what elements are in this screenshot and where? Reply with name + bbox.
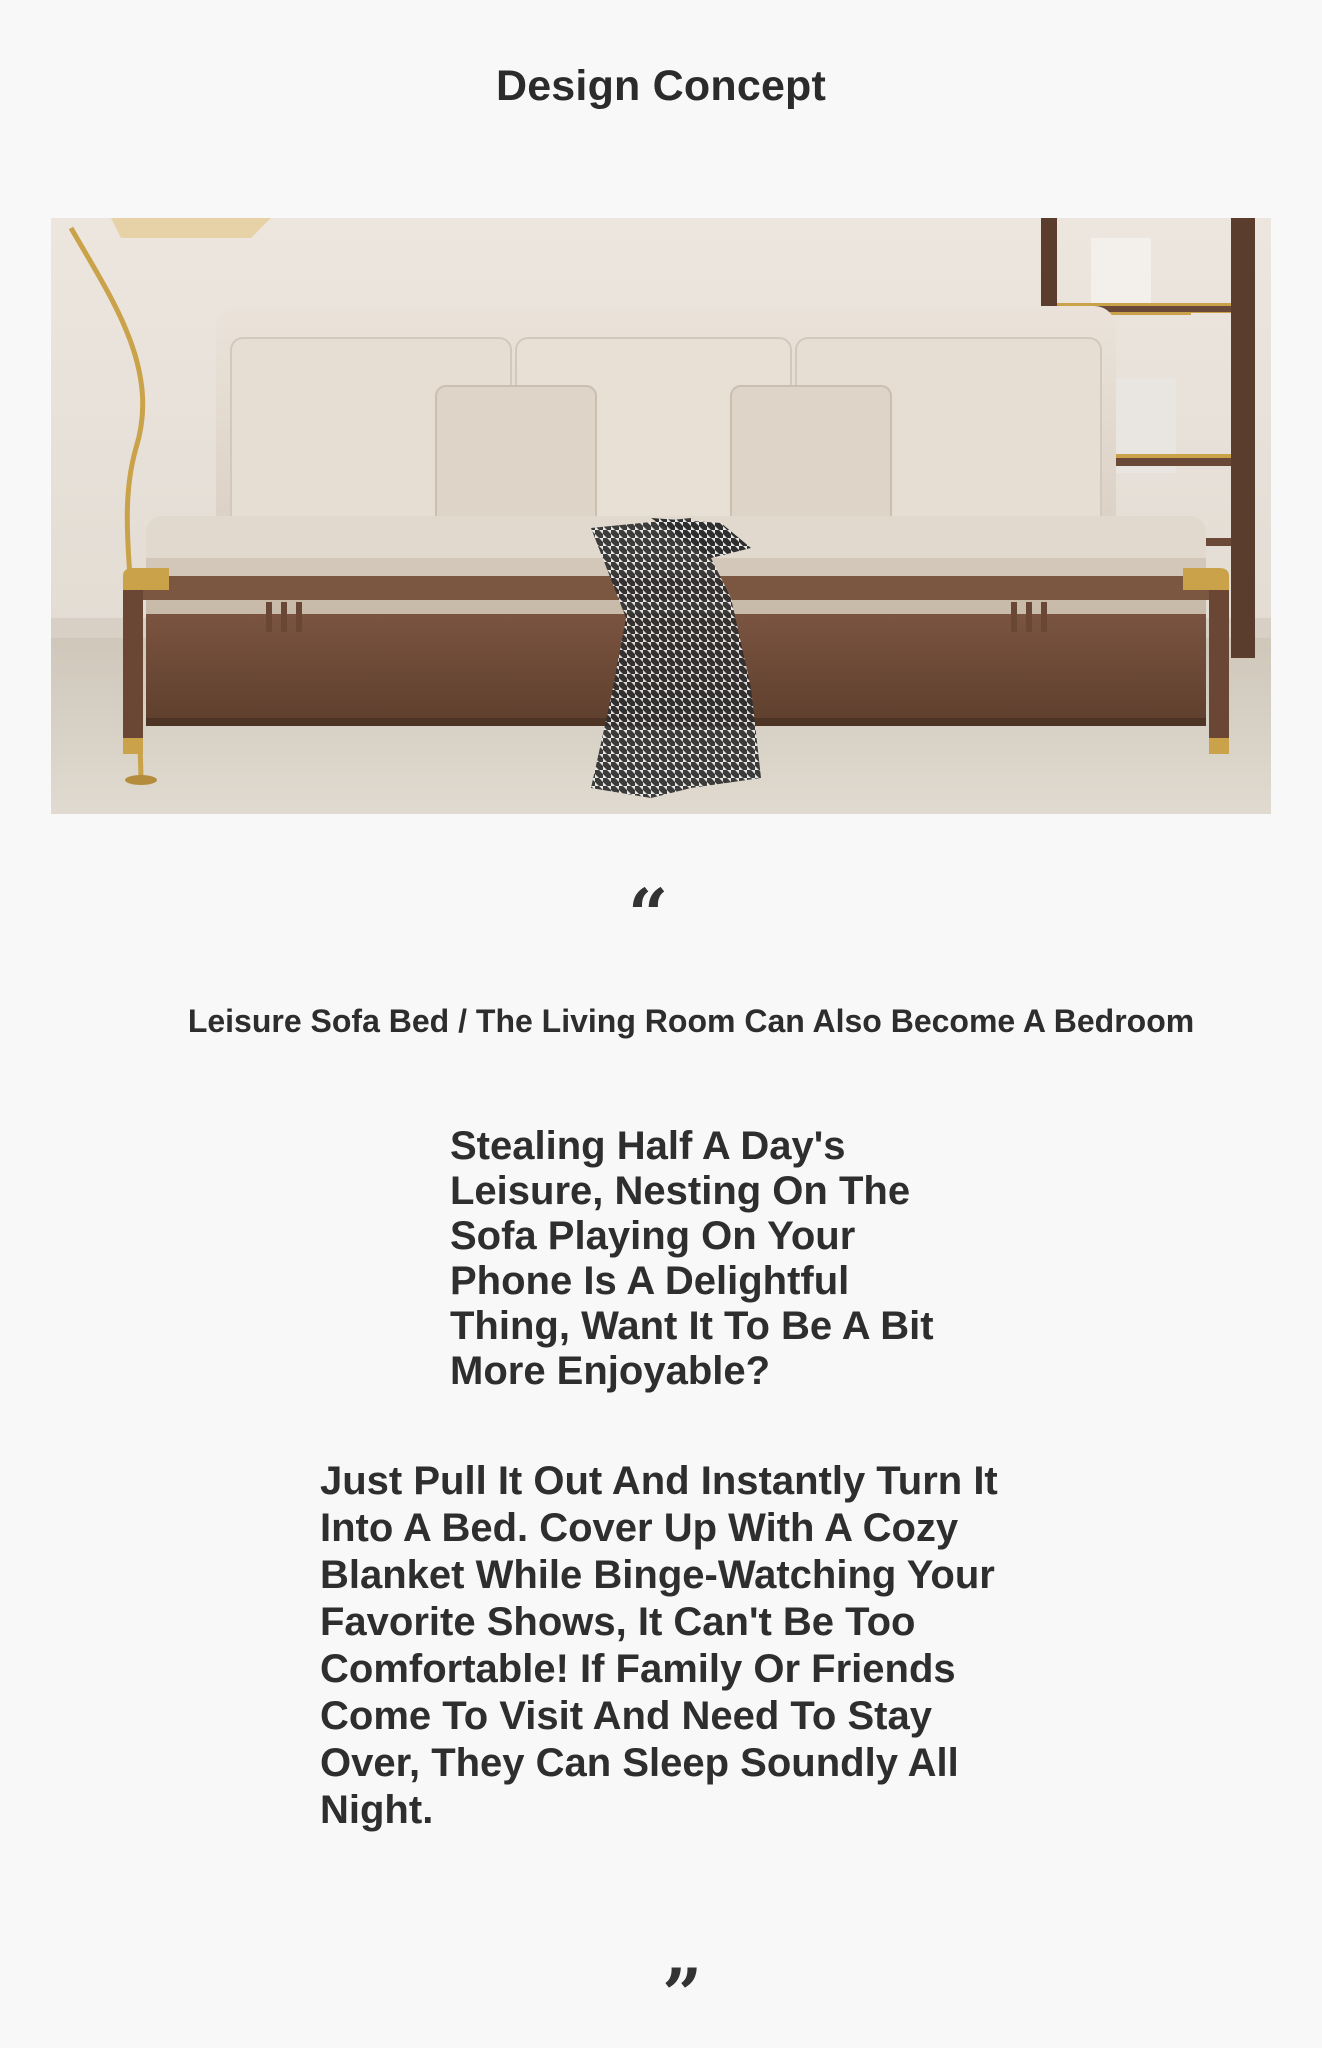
open-quote-mark: “ <box>628 873 669 956</box>
subtitle: Leisure Sofa Bed / The Living Room Can Also Become A Bedroom <box>187 1003 1195 1039</box>
close-quote-mark: ” <box>662 1953 703 2036</box>
sofa-bed-photo <box>51 218 1271 814</box>
body-paragraph: Just Pull It Out And Instantly Turn It Into A Bed. Cover Up With A Cozy Blanket While Binge-Watching Your Favorite Shows, It Can't Be Too Comfortable! If Family Or Friends Come To Visit And Need To Stay Over, They Can Sleep Soundly All Night. <box>320 1459 998 1832</box>
intro-paragraph: Stealing Half A Day's Leisure, Nesting On The Sofa Playing On Your Phone Is A Delightful Thing, Want It To Be A Bit More Enjoyable? <box>450 1124 934 1393</box>
page-title: Design Concept <box>495 62 827 110</box>
